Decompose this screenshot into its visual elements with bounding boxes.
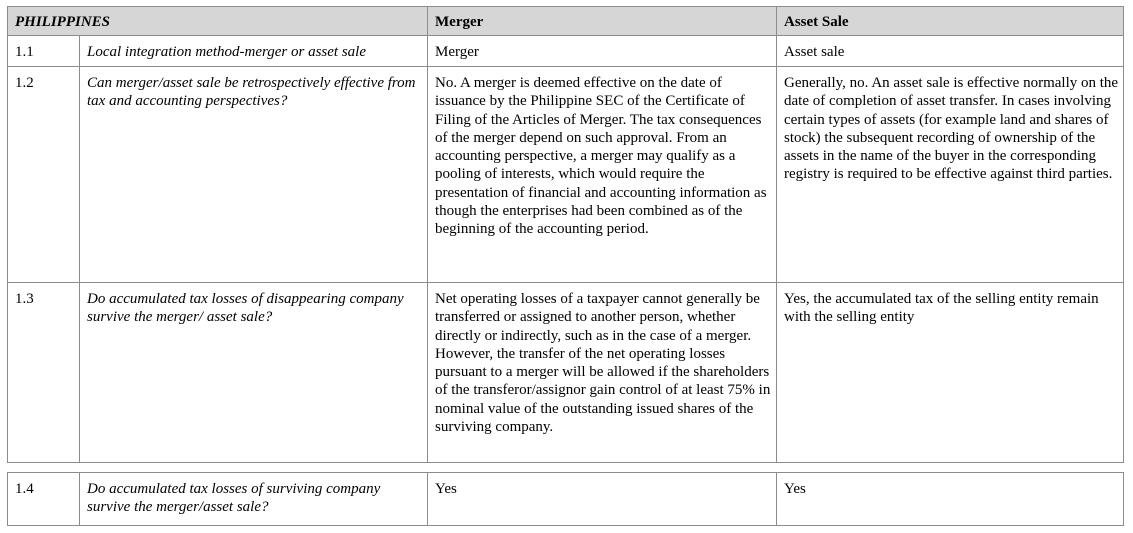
- row-question: Do accumulated tax losses of surviving company survive the merger/asset sale?: [80, 473, 428, 526]
- row-asset-sale-answer: Generally, no. An asset sale is effective normally on the date of completion of asset transfer. In cases involving certain types of assets (for example land and shares of stock) the subsequent recording of ownership of the assets in the name of the buyer in the corresponding registry is required to be effective against third parties.: [777, 67, 1124, 283]
- row-question: Can merger/asset sale be retrospectively effective from tax and accounting perspectives?: [80, 67, 428, 283]
- table-row: [8, 67, 1124, 283]
- comparison-table-main: [7, 6, 1124, 463]
- row-question: Do accumulated tax losses of disappearing company survive the merger/ asset sale?: [80, 283, 428, 463]
- table-row: [8, 473, 1124, 526]
- row-number: 1.3: [8, 283, 80, 463]
- row-merger-answer: No. A merger is deemed effective on the date of issuance by the Philippine SEC of the Certificate of Filing of the Articles of Merger. The tax consequences of the merger depend on such approval. From an accounting perspective, a merger may qualify as a pooling of interests, which would require the presentation of financial and accounting information as though the enterprises had been combined as of the beginning of the accounting period.: [428, 67, 777, 283]
- row-asset-sale-answer: Yes, the accumulated tax of the selling entity remain with the selling entity: [777, 283, 1124, 463]
- row-asset-sale-answer: Asset sale: [777, 36, 1124, 67]
- comparison-table-continued: [7, 472, 1124, 526]
- row-number: 1.2: [8, 67, 80, 283]
- row-merger-answer: Merger: [428, 36, 777, 67]
- header-country: PHILIPPINES: [8, 7, 428, 36]
- table-row: [8, 36, 1124, 67]
- row-merger-answer: Yes: [428, 473, 777, 526]
- row-merger-answer: Net operating losses of a taxpayer cannot generally be transferred or assigned to another person, whether directly or indirectly, such as in the case of a merger. However, the transfer of the net operating losses pursuant to a merger will be allowed if the shareholders of the transferor/assignor gain control of at least 75% in nominal value of the outstanding issued shares of the surviving company.: [428, 283, 777, 463]
- header-merger: Merger: [428, 7, 777, 36]
- header-asset-sale: Asset Sale: [777, 7, 1124, 36]
- row-number: 1.4: [8, 473, 80, 526]
- row-question: Local integration method-merger or asset sale: [80, 36, 428, 67]
- row-number: 1.1: [8, 36, 80, 67]
- table-row: [8, 283, 1124, 463]
- header-row: [8, 7, 1124, 36]
- row-asset-sale-answer: Yes: [777, 473, 1124, 526]
